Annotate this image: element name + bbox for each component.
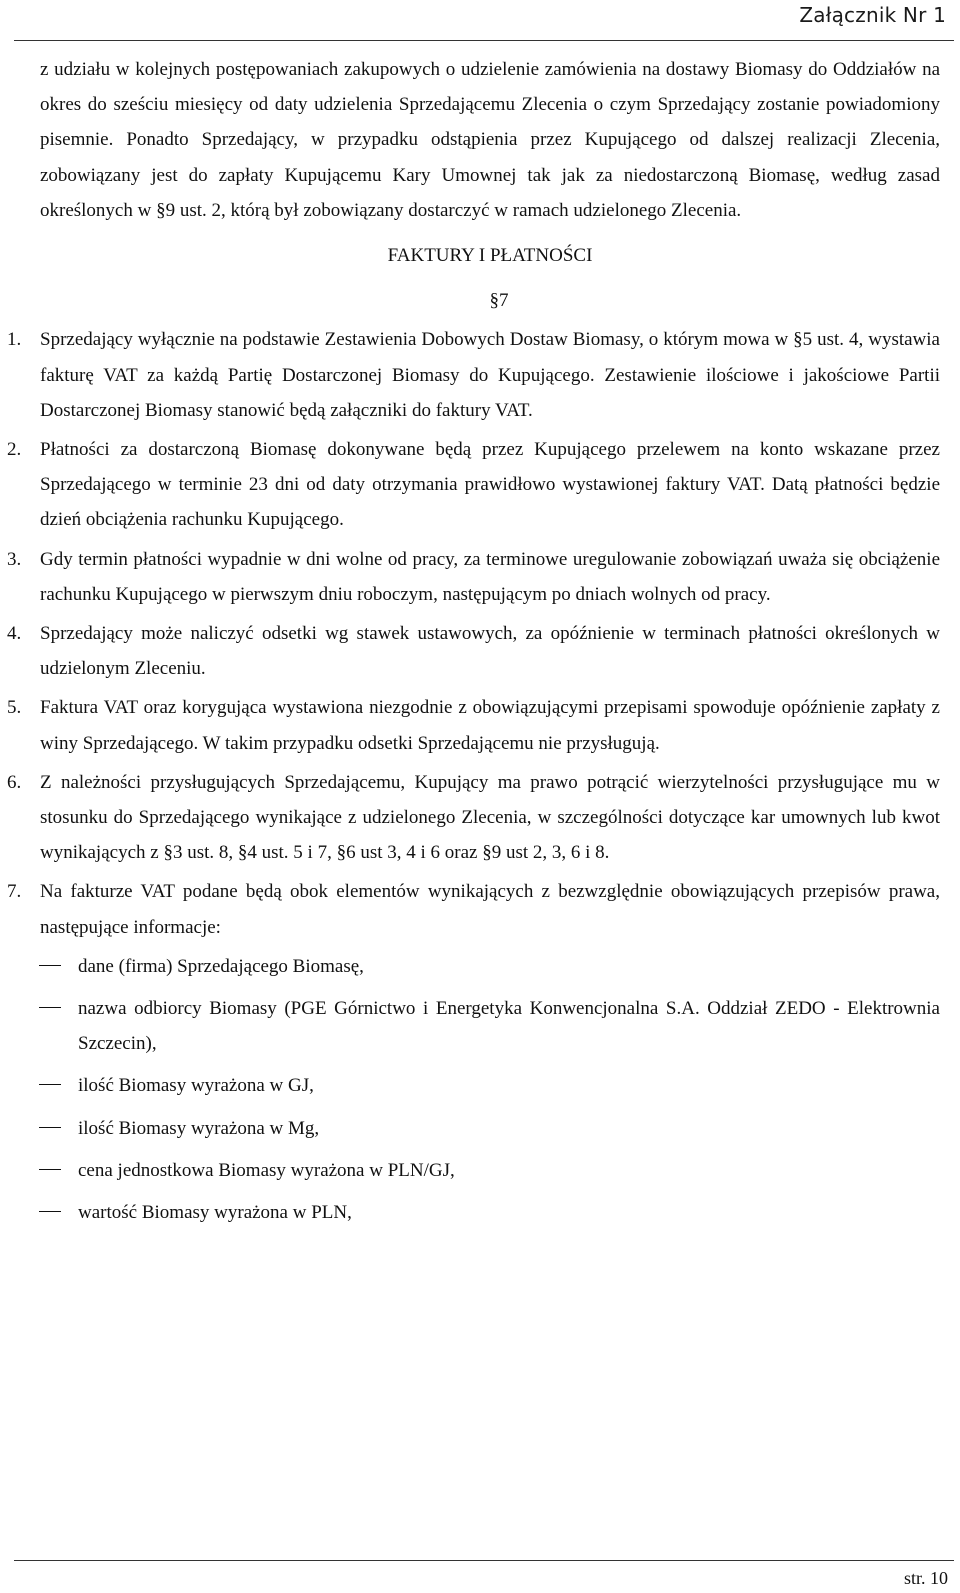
item-text: Gdy termin płatności wypadnie w dni wolne od pracy, za terminowe uregulowanie zobowiązań uważa się obciążenie rachunku Kupującego w pierwszym dniu roboczym, następującym po dniach wolnych od pracy.: [40, 548, 940, 605]
page-number: str. 10: [903, 1568, 948, 1588]
dash-bullet-icon: [39, 1211, 61, 1212]
item-number: 1.: [7, 329, 22, 351]
dash-item-text: ilość Biomasy wyrażona w GJ,: [78, 1075, 314, 1097]
dash-list-item: [40, 1153, 940, 1188]
document-body: [7, 52, 940, 1237]
dash-list-item: [40, 1195, 940, 1230]
dash-bullet-icon: [39, 965, 61, 966]
footer-divider: [14, 1560, 954, 1561]
invoice-info-list: [40, 949, 940, 1230]
item-text: Na fakturze VAT podane będą obok elementów wynikających z bezwzględnie obowiązujących przepisów prawa, następujące informacje:: [40, 881, 940, 938]
list-item: [7, 542, 940, 612]
dash-list-item: [40, 991, 940, 1061]
header-divider: [14, 40, 954, 41]
list-item: [7, 432, 940, 538]
item-text: Faktura VAT oraz korygująca wystawiona niezgodnie z obowiązującymi przepisami spowoduje opóźnienie zapłaty z winy Sprzedającego. W takim przypadku odsetki Sprzedającemu nie przysługują.: [40, 697, 940, 754]
item-number: 2.: [7, 439, 22, 461]
section-number: §7: [489, 290, 509, 312]
dash-bullet-icon: [39, 1007, 61, 1008]
item-number: 7.: [7, 881, 22, 903]
attachment-title: Załącznik Nr 1: [799, 3, 946, 27]
dash-list-item: [40, 1111, 940, 1146]
item-text: Sprzedający wyłącznie na podstawie Zestawienia Dobowych Dostaw Biomasy, o którym mowa w §5 ust. 4, wystawia fakturę VAT za każdą Partię Dostarczonej Biomasy do Kupującego. Zestawienie ilościowe i jakościowe Partii Dostarczonej Biomasy stanowić będą załączniki do faktury VAT.: [40, 329, 940, 421]
list-item: [7, 765, 940, 871]
dash-bullet-icon: [39, 1169, 61, 1170]
item-text: Sprzedający może naliczyć odsetki wg stawek ustawowych, za opóźnienie w terminach płatności określonych w udzielonym Zleceniu.: [40, 623, 940, 680]
dash-bullet-icon: [39, 1127, 61, 1128]
list-item: [7, 616, 940, 686]
list-item: [7, 322, 940, 428]
dash-item-text: ilość Biomasy wyrażona w Mg,: [78, 1117, 320, 1139]
dash-bullet-icon: [39, 1084, 61, 1085]
item-number: 4.: [7, 623, 22, 645]
list-item: [7, 690, 940, 760]
item-number: 5.: [7, 697, 22, 719]
dash-item-text: nazwa odbiorcy Biomasy (PGE Górnictwo i Energetyka Konwencjonalna S.A. Oddział ZEDO - Elektrownia Szczecin),: [78, 998, 940, 1055]
list-item: [7, 874, 940, 1230]
dash-list-item: [40, 1068, 940, 1103]
dash-item-text: wartość Biomasy wyrażona w PLN,: [78, 1202, 352, 1224]
dash-item-text: cena jednostkowa Biomasy wyrażona w PLN/GJ,: [78, 1159, 455, 1181]
item-number: 6.: [7, 771, 22, 793]
dash-list-item: [40, 949, 940, 984]
page-header: [0, 0, 960, 42]
dash-item-text: dane (firma) Sprzedającego Biomasę,: [78, 955, 364, 977]
item-text: Płatności za dostarczoną Biomasę dokonywane będą przez Kupującego przelewem na konto wskazane przez Sprzedającego w terminie 23 dni od daty otrzymania prawidłowo wystawionej faktury VAT. Datą płatności będzie dzień obciążenia rachunku Kupującego.: [40, 439, 940, 531]
intro-paragraph: z udziału w kolejnych postępowaniach zakupowych o udzielenie zamówienia na dostawy Biomasy do Oddziałów na okres do sześciu miesięcy od daty udzielenia Sprzedającemu Zlecenia o czym Sprzedający zostanie powiadomiony pisemnie. Ponadto Sprzedający, w przypadku odstąpienia przez Kupującego od dalszej realizacji Zlecenia, zobowiązany jest do zapłaty Kupującemu Kary Umownej tak jak za niedostarczoną Biomasę, według zasad określonych w §9 ust. 2, którą był zobowiązany dostarczyć w ramach udzielonego Zlecenia.: [40, 59, 940, 221]
item-text: Z należności przysługujących Sprzedającemu, Kupujący ma prawo potrącić wierzytelności przysługujące mu w stosunku do Sprzedającego wynikające z udzielonego Zlecenia, w szczególności dotyczące kar umownych lub kwot wynikających z §3 ust. 8, §4 ust. 5 i 7, §6 ust 3, 4 i 6 oraz §9 ust 2, 3, 6 i 8.: [40, 771, 940, 864]
item-number: 3.: [7, 548, 22, 570]
numbered-list: [7, 322, 940, 1230]
page-footer: [14, 1560, 954, 1588]
section-heading: FAKTURY I PŁATNOŚCI: [387, 245, 593, 267]
